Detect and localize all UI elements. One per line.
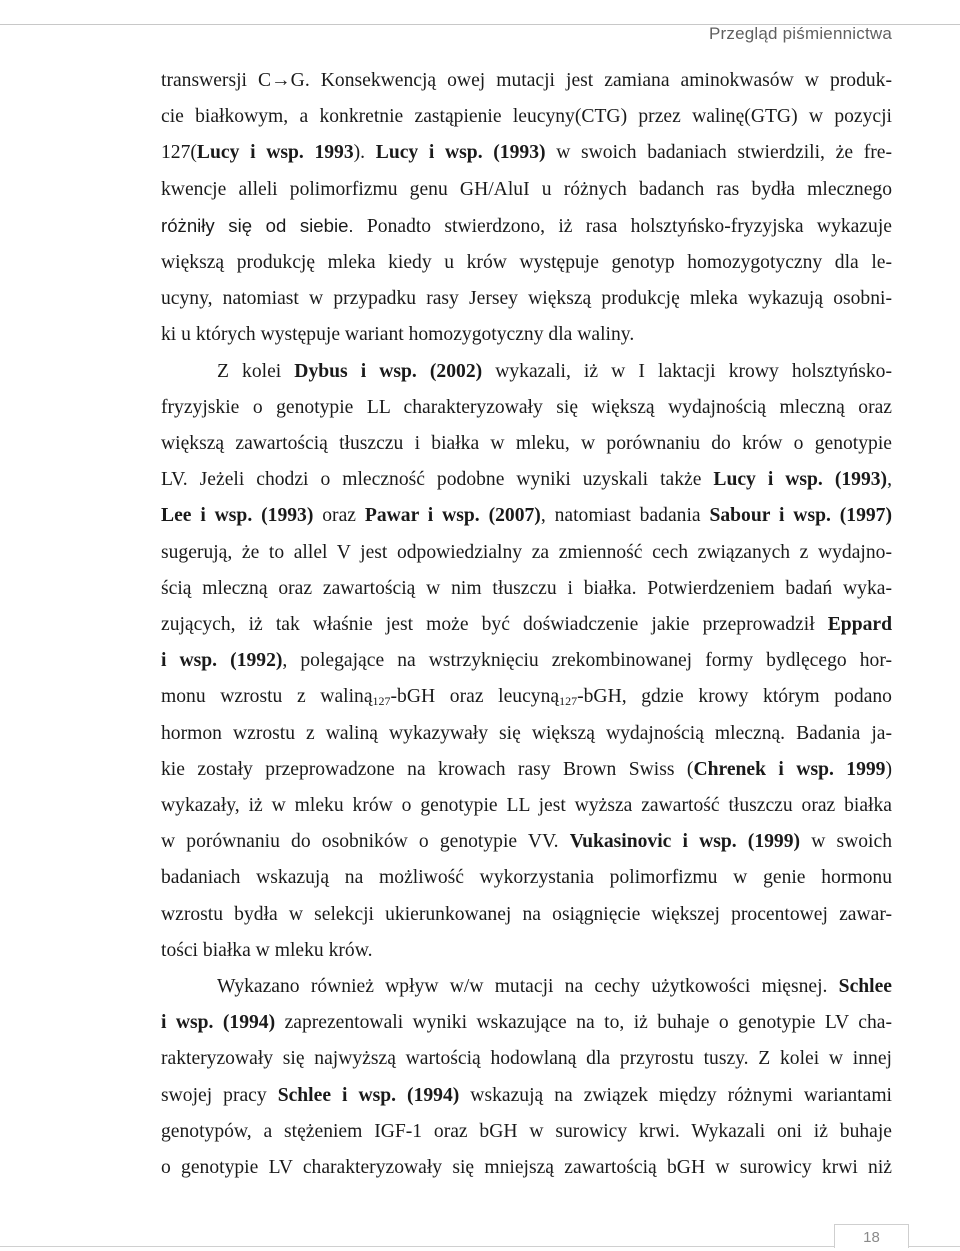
text-line: ścią mleczną oraz zawartością w nim tłuszczu i białka. Potwierdzeniem badań wyka- [161,577,892,599]
citation: (1993) [834,469,888,491]
running-head: Przegląd piśmiennictwa [709,24,892,43]
citation: i wsp. (1994) [161,1012,276,1034]
text-line: 127(Lucy i wsp. 1993). Lucy i wsp. (1993) w swoich badaniach stwierdzili, że fre- [161,142,892,164]
text-line: i wsp. (1994) zaprezentowali wyniki wskazujące na to, iż buhaje o genotypie LV cha- [161,1012,892,1034]
citation: Eppard [827,614,892,636]
text-line: większą zawartością tłuszczu i białka w mleku, w porównaniu do krów o genotypie [161,433,892,455]
citation: Lucy i wsp. 1993 [196,142,354,164]
text-line: większą produkcję mleka kiedy u krów występuje genotyp homozygotyczny dla le- [161,252,892,274]
subscript: 127 [559,694,578,709]
header-rule [0,24,960,43]
citation: Lucy i wsp. [713,469,823,491]
text-line: rakteryzowały się najwyższą wartością hodowlaną dla przyrostu tuszy. Z kolei w innej [161,1048,892,1070]
text-line: ucyny, natomiast w przypadku rasy Jersey większą produkcję mleka wykazują osobni- [161,288,892,310]
text-line: tości białka w mleku krów. [161,939,373,961]
text-line: kwencje alleli polimorfizmu genu GH/AluI u różnych badanch ras bydła mlecznego [161,178,892,200]
text-line: monu wzrostu z waliną$_{127}$-bGH oraz leucyną$_{127}$-bGH, gdzie krowy którym podano [161,686,892,709]
text-line: Wykazano również wpływ w/w mutacji na cechy użytkowości mięsnej. Schlee [217,976,892,998]
footer-rule [0,1246,960,1247]
text-line: genotypów, a stężeniem IGF-1 oraz bGH w surowicy krwi. Wykazali oni iż buhaje [161,1120,892,1142]
citation: (1992) [230,650,283,672]
text-line: kie zostały przeprowadzone na krowach rasy Brown Swiss (Chrenek i wsp. 1999) [161,758,892,780]
citation: Schlee i wsp. (1994) [277,1084,460,1106]
arrow-icon: → [271,70,291,91]
text-line: cie białkowym, a konkretnie zastąpienie leucyny(CTG) przez walinę(GTG) w pozycji [161,106,892,128]
text-line: różniły się od siebie. Ponadto stwierdzono, iż rasa holsztyńsko-fryzyjska wykazuje [161,214,892,237]
citation: Pawar i wsp. [364,505,480,527]
text-line: o genotypie LV charakteryzowały się mniejszą zawartością bGH w surowicy krwi niż [161,1157,892,1179]
subscript: 127 [372,694,391,709]
text-line: sugerują, że to allel V jest odpowiedzialny za zmienność cech związanych z wydajno- [161,541,892,563]
citation: (1993) [261,505,314,527]
page-number: 18 [834,1224,909,1248]
citation: Vukasinovic i wsp. (1999) [569,831,801,853]
citation: Dybus i wsp. [294,360,417,382]
citation: Lucy i wsp. (1993) [375,142,546,164]
citation: Schlee [838,976,892,998]
text-line: LV. Jeżeli chodzi o mleczność podobne wyniki uzyskali także Lucy i wsp. (1993), [161,469,892,491]
citation: (2007) [488,505,541,527]
citation: Sabour i wsp. [709,505,831,527]
text-line: Lee i wsp. (1993) oraz Pawar i wsp. (2007), natomiast badania Sabour i wsp. (1997) [161,505,893,527]
text-line: wzrostu bydła w selekcji ukierunkowanej na osiągnięcie większej procentowej zawar- [161,903,892,925]
text-line: wykazały, iż w mleku krów o genotypie LL jest wyższa zawartość tłuszczu oraz białka [161,795,892,817]
body-text [161,63,892,1186]
text-line: swojej pracy Schlee i wsp. (1994) wskazują na związek między różnymi wariantami [161,1084,893,1106]
text-line: badaniach wskazują na możliwość wykorzystania polimorfizmu w genie hormonu [161,867,892,889]
citation: Chrenek i wsp. 1999 [693,758,886,780]
text-line: fryzyjskie o genotypie LL charakteryzowały się większą wydajnością mleczną oraz [161,396,892,418]
text-line: zujących, iż tak właśnie jest może być doświadczenie jakie przeprowadził Eppard [161,614,892,636]
citation: Lee i wsp. [161,505,253,527]
text-line: w porównaniu do osobników o genotypie VV. Vukasinovic i wsp. (1999) w swoich [161,831,892,853]
citation: (2002) [429,360,483,382]
text-line: hormon wzrostu z waliną wykazywały się większą wydajnością mleczną. Badania ja- [161,722,892,744]
text-line: Z kolei Dybus i wsp. (2002) wykazali, iż w I laktacji krowy holsztyńsko- [217,360,892,382]
text-line: ki u których występuje wariant homozygotyczny dla waliny. [161,324,635,346]
citation: i wsp. [161,650,218,672]
citation: (1997) [839,505,893,527]
text-line: i wsp. (1992), polegające na wstrzyknięciu zrekombinowanej formy bydlęcego hor- [161,650,892,672]
text-line: transwersji C→G. Konsekwencją owej mutacji jest zamiana aminokwasów w produk- [161,70,892,91]
